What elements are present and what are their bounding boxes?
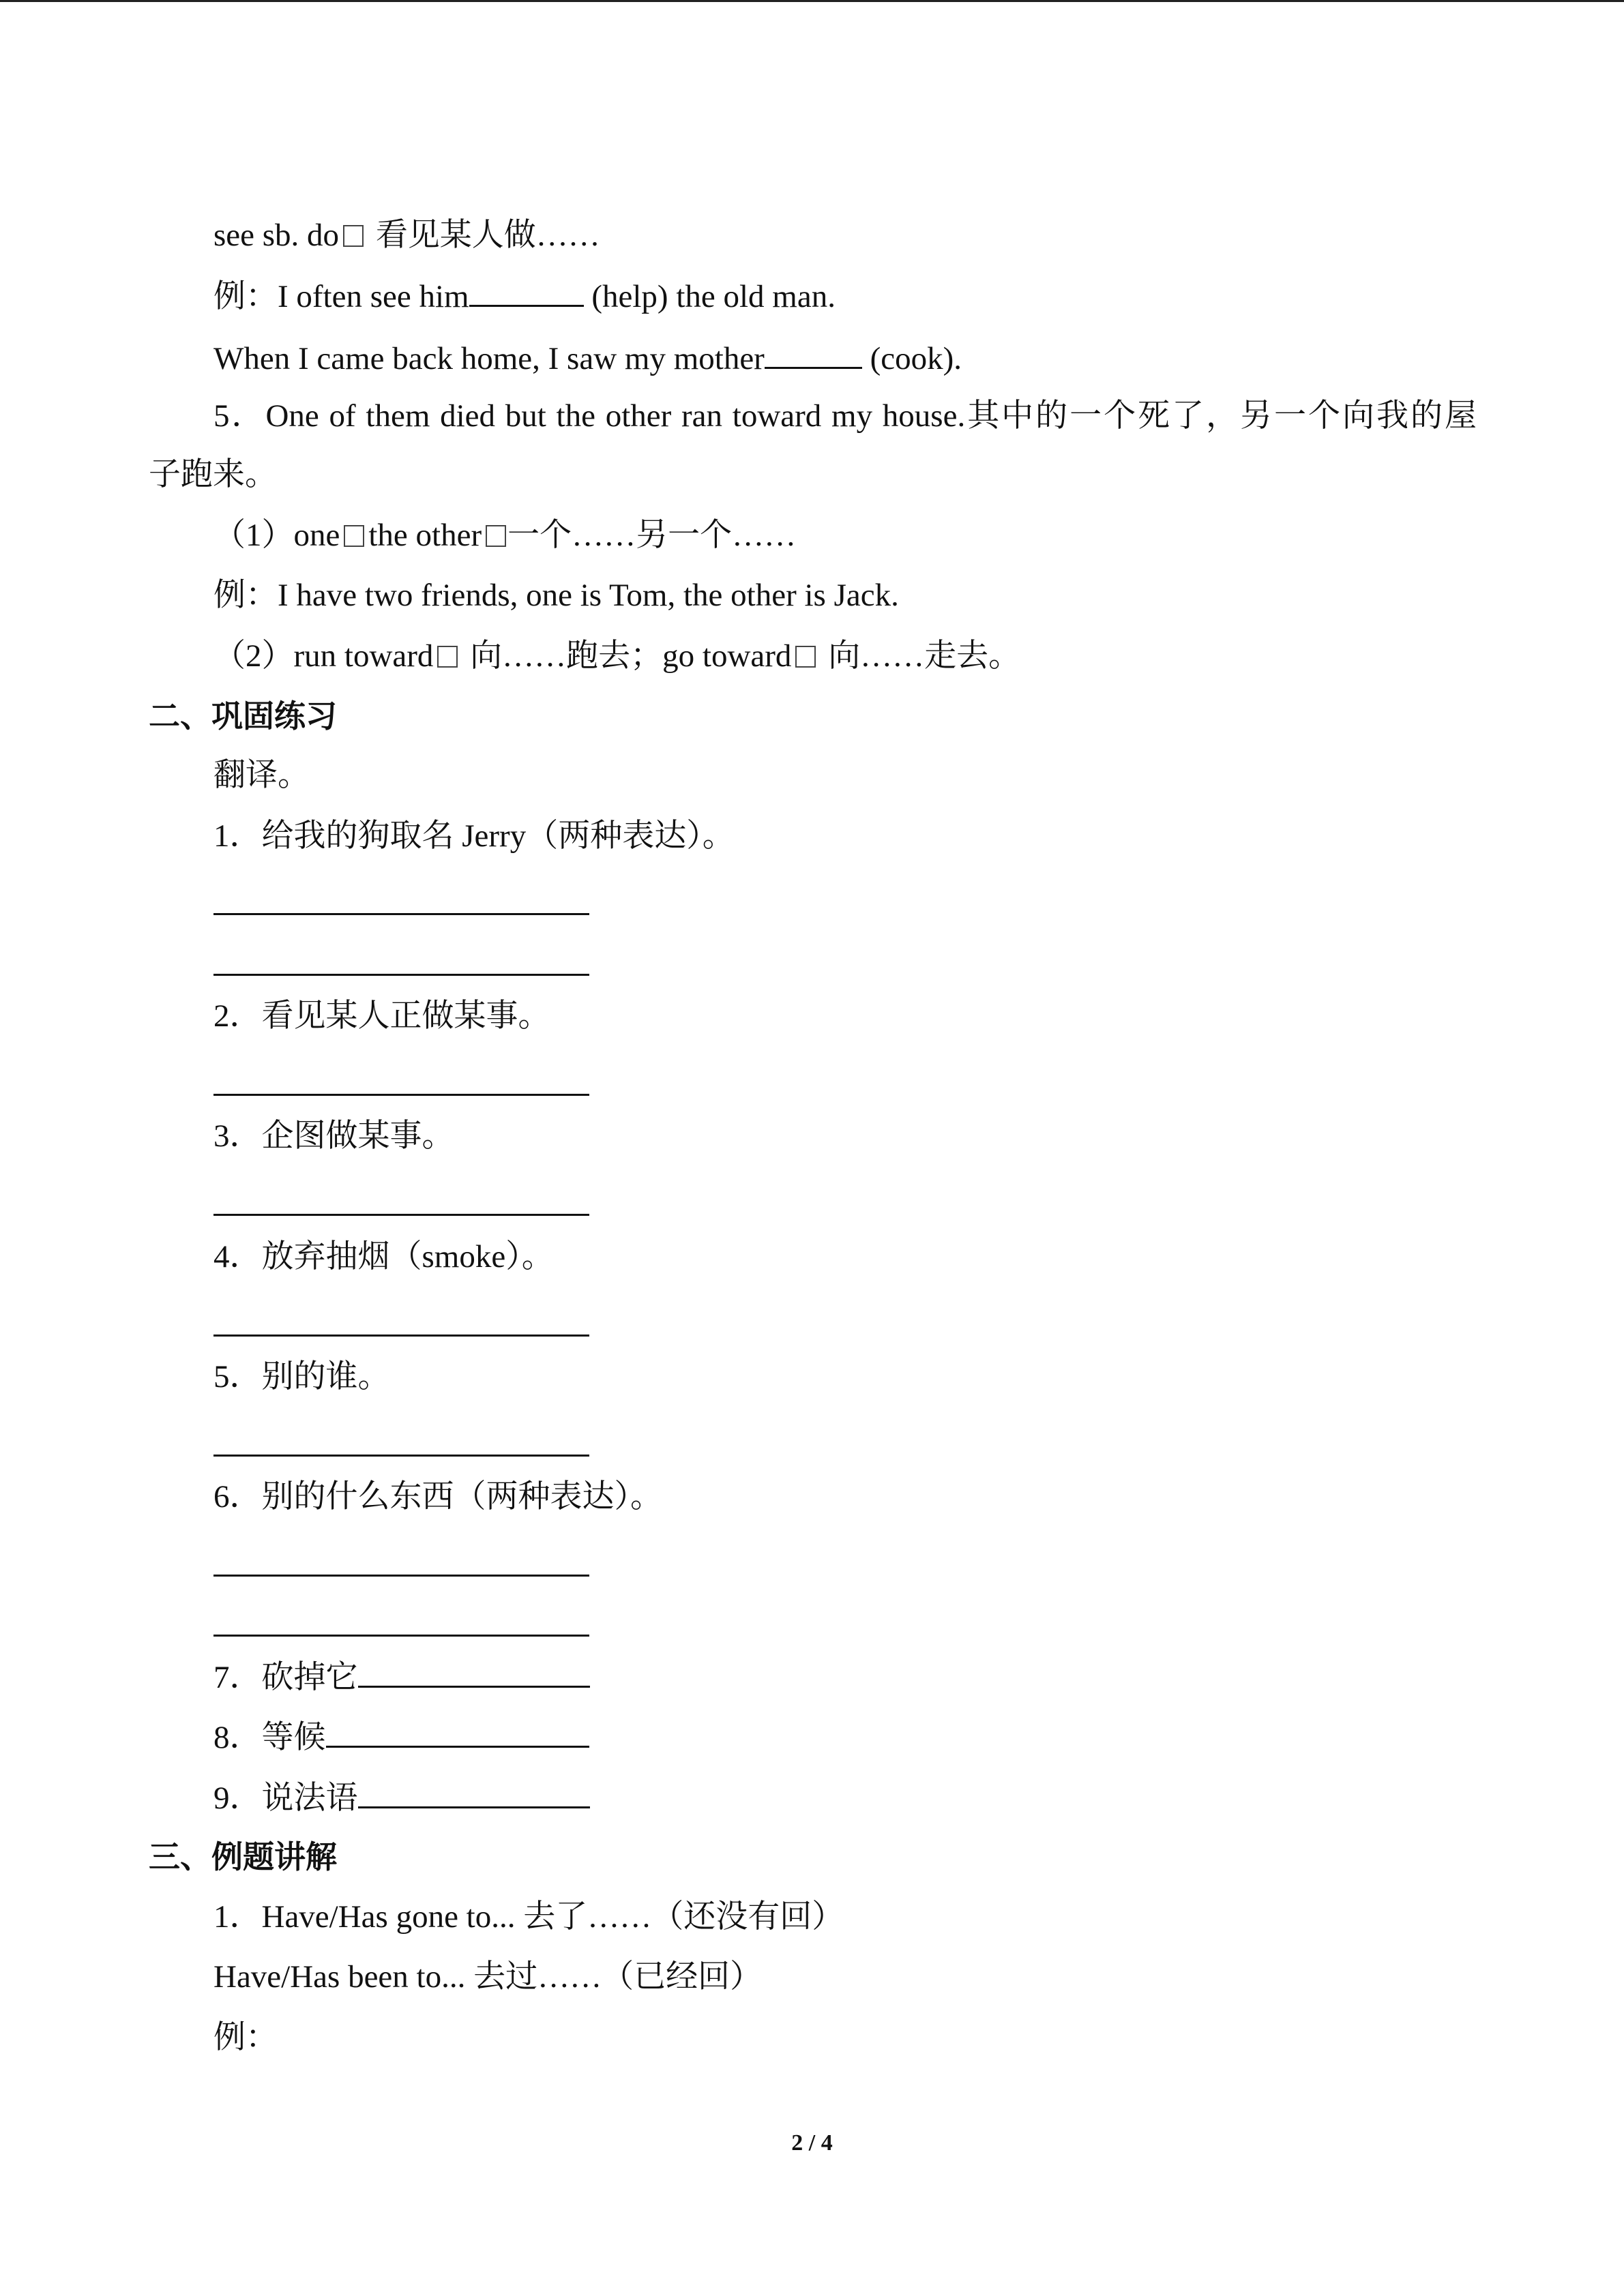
question-5: 5．别的谁。 xyxy=(213,1359,390,1395)
phrase-text: see sb. do xyxy=(213,218,340,253)
question-8-text: 8．等候 xyxy=(213,1720,326,1755)
example-help-sentence xyxy=(213,275,836,316)
missing-glyph-box xyxy=(437,646,458,668)
answer-line-q2[interactable] xyxy=(213,1094,589,1096)
answer-blank-q8[interactable] xyxy=(326,1716,589,1748)
missing-glyph-box xyxy=(486,525,506,547)
answer-blank-q7[interactable] xyxy=(358,1656,590,1688)
note-run-toward xyxy=(213,636,1020,676)
phrase-text: （1）one xyxy=(213,518,340,553)
question-7-text: 7．砍掉它 xyxy=(213,1660,358,1695)
question-4: 4．放弃抽烟（smoke）。 xyxy=(213,1239,554,1274)
point-5-sentence: 5．One of them died but the other ran toward my house.其中的一个死了，另一个向我的屋 xyxy=(213,398,1477,434)
section-3-line-2: Have/Has been to... 去过……（已经回） xyxy=(213,1959,763,1995)
missing-glyph-box xyxy=(795,646,816,668)
fill-blank-help[interactable] xyxy=(469,275,584,307)
note-one-the-other xyxy=(213,515,796,556)
meaning-text: 看见某人做…… xyxy=(375,218,600,253)
question-1: 1．给我的狗取名 Jerry（两种表达）。 xyxy=(213,818,735,854)
answer-line-q4[interactable] xyxy=(213,1335,589,1337)
section-3-example-label: 例： xyxy=(213,2020,278,2055)
section-2-heading: 二、巩固练习 xyxy=(149,698,337,734)
answer-line-q6a[interactable] xyxy=(213,1575,589,1577)
example-text-end: (cook). xyxy=(870,341,962,376)
section-3-line-1: 1．Have/Has gone to... 去了……（还没有回） xyxy=(213,1899,844,1935)
example-text-end: (help) the old man. xyxy=(591,279,836,314)
point-5-continuation: 子跑来。 xyxy=(149,457,277,492)
note-see-sb-do xyxy=(213,215,600,256)
answer-line-q6b[interactable] xyxy=(213,1635,589,1637)
example-text-start: 例：I often see him xyxy=(213,279,469,314)
phrase-text: （2）run toward xyxy=(213,638,434,674)
example-friends-sentence: 例：I have two friends, one is Tom, the other is Jack. xyxy=(213,578,899,613)
fill-blank-cook[interactable] xyxy=(765,337,862,369)
question-9-text: 9．说法语 xyxy=(213,1780,358,1816)
page-number: 2 / 4 xyxy=(791,2130,833,2156)
example-text-start: When I came back home, I saw my mother xyxy=(213,341,765,376)
answer-line-q3[interactable] xyxy=(213,1214,589,1216)
answer-line-q1a[interactable] xyxy=(213,913,589,915)
phrase-text: the other xyxy=(368,518,482,553)
meaning-text: 一个……另一个…… xyxy=(507,518,797,553)
phrase-text: 向……跑去；go toward xyxy=(470,638,792,674)
question-3: 3．企图做某事。 xyxy=(213,1118,454,1154)
question-8 xyxy=(213,1716,589,1757)
question-7 xyxy=(213,1656,590,1697)
question-9 xyxy=(213,1776,590,1817)
top-border-line xyxy=(0,0,1624,2)
answer-line-q1b[interactable] xyxy=(213,974,589,976)
question-6: 6．别的什么东西（两种表达）。 xyxy=(213,1479,662,1515)
section-2-intro: 翻译。 xyxy=(213,758,310,793)
missing-glyph-box xyxy=(344,525,364,547)
answer-line-q5[interactable] xyxy=(213,1455,589,1457)
answer-blank-q9[interactable] xyxy=(358,1776,590,1808)
section-3-heading: 三、例题讲解 xyxy=(149,1838,337,1875)
question-2: 2．看见某人正做某事。 xyxy=(213,998,550,1034)
example-cook-sentence xyxy=(213,337,962,378)
meaning-text: 向……走去。 xyxy=(828,638,1021,674)
missing-glyph-box xyxy=(343,225,364,247)
